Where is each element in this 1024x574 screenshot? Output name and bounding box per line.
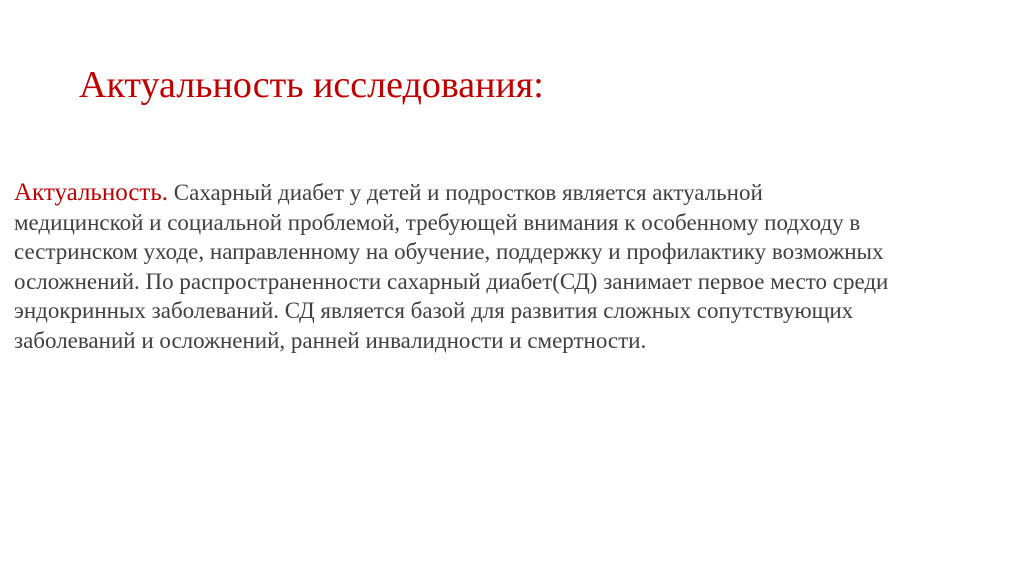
- lead-word: Актуальность.: [14, 179, 169, 206]
- body-line-1: [14, 178, 1014, 208]
- body-line-5: эндокринных заболеваний. СД является базой для развития сложных сопутствующих: [14, 298, 854, 323]
- body-line-3: сестринском уходе, направленному на обучение, поддержку и профилактику возможных: [14, 239, 884, 264]
- body-line-6: заболеваний и осложнений, ранней инвалидности и смертности.: [14, 327, 647, 353]
- body-line-2: медицинской и социальной проблемой, требующей внимания к особенному подходу в: [14, 209, 861, 235]
- slide-title: Актуальность исследования:: [79, 64, 544, 106]
- body-line-1-text: Сахарный диабет у детей и подростков является актуальной: [168, 180, 763, 205]
- body-paragraph: [14, 178, 1014, 355]
- body-line-4: осложнений. По распространенности сахарный диабет(СД) занимает первое место среди: [14, 268, 889, 294]
